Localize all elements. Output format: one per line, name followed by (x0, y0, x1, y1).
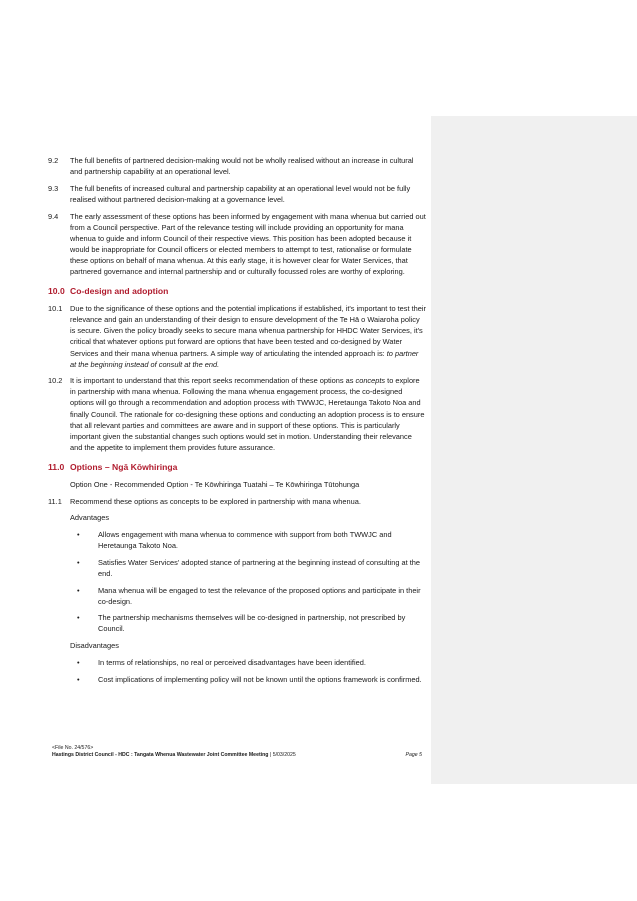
disadvantages-label: Disadvantages (70, 641, 119, 651)
paragraph-text: It is important to understand that this report seeks recommendation of these options as (70, 376, 356, 386)
paragraph-number: 9.2 (48, 156, 59, 165)
footer-separator: | (268, 752, 273, 758)
meeting-title: Hastings District Council - HDC : Tangata Whenua Wastewater Joint Committee Meeting (52, 752, 269, 758)
paragraph-10-2 (48, 375, 426, 453)
paragraph-10-1 (48, 303, 426, 370)
paragraph-text: The early assessment of these options has been informed by engagement with mana whenua but carried out from a Council perspective. Part of the relevance testing will include providing an opportunity for mana whenua to guide and inform Council of their respective views. This position has been adopted because it would be inappropriate for Council officers or elected members to attempt to test, rationalise or formulate these options on behalf of mana whenua. At this early stage, it is however clear for Water Services, that partnered governance and internal partnership and or culturally focussed roles are worthy of exploring. (70, 211, 426, 277)
paragraph-italic-text: concepts (355, 376, 386, 386)
list-item: • The partnership mechanisms themselves will be co-designed in partnership, not prescribed by Council. (98, 612, 426, 634)
paragraph-number: 10.1 (48, 304, 63, 314)
paragraph-9-3 (48, 183, 426, 205)
disadvantages-list (48, 657, 426, 685)
document-page (48, 155, 426, 690)
paragraph-number: 9.4 (48, 211, 59, 221)
paragraph-text: Due to the significance of these options and the potential implications if established, it's important to test their relevance and gain an understanding of their design to ensure development of the Te Hā o Waiaroha policy is secure. Given the policy broadly seeks to secure mana whenua partnership for HHDC Water Services, it's critical that whatever options put forward are options that have been tested and co-designed by Water Services and their mana whenua partners. A simple way of articulating the intended approach is: (70, 304, 426, 358)
paragraph-number: 10.2 (48, 376, 63, 386)
list-item: • Cost implications of implementing policy will not be known until the options framework is confirmed. (98, 674, 426, 685)
heading-number: 11.0 (48, 461, 65, 472)
heading-title: Co-design and adoption (70, 286, 169, 297)
list-item: • Mana whenua will be engaged to test the relevance of the proposed options and participate in their co-design. (98, 585, 426, 607)
paragraph-text: The full benefits of partnered decision-making would not be wholly realised without an increase in cultural and partnership capability at an operational level. (70, 156, 414, 177)
list-item: • Allows engagement with mana whenua to commence with support from both TWWJC and Heretaunga Takoto Noa. (98, 529, 426, 551)
paragraph-text: The full benefits of increased cultural and partnership capability at an operational level would not be fully realised without partnered decision-making at a governance level. (70, 183, 411, 204)
advantages-label: Advantages (70, 513, 110, 523)
heading-number: 10.0 (48, 286, 65, 297)
heading-title: Options – Ngā Kōwhiringa (70, 461, 178, 472)
paragraph-9-2 (48, 155, 426, 177)
file-number: <File No. 24/576> (52, 745, 94, 751)
page-number: Page 5 (405, 752, 422, 758)
comment-pane (431, 116, 637, 784)
paragraph-number: 9.3 (48, 183, 59, 193)
paragraph-text: to explore in partnership with mana whenua. Following the mana whenua engagement process, the co-designed options will go through a recommendation and adoption process with TWWJC, Heretaunga Takoto Noa and finally Council. The rationale for co-designing these options and conducting an adoption process is to ensure that all relevant parties and committees are aware and in support of these options. This is particularly important given the substantial changes such options would set in motion. Understanding their relevance and the appetite to implement them provides future assurance. (70, 376, 425, 452)
meeting-date: 5/03/2025 (272, 752, 296, 758)
advantages-list (48, 529, 426, 635)
paragraph-number: 11.1 (48, 496, 62, 506)
page-footer (52, 745, 422, 759)
section-heading-10 (48, 285, 426, 297)
paragraph-text: Recommend these options as concepts to be explored in partnership with mana whenua. (70, 496, 361, 506)
paragraph-9-4 (48, 211, 426, 278)
option-label: Option One - Recommended Option - Te Kōwhiringa Tuatahi – Te Kōwhiringa Tūtohunga (70, 479, 360, 489)
list-item: • Satisfies Water Services' adopted stance of partnering at the beginning instead of consulting at the end. (98, 557, 426, 579)
paragraph-italic-text: to partner at the beginning instead of consult at the end. (70, 348, 419, 369)
list-item: • In terms of relationships, no real or perceived disadvantages have been identified. (98, 657, 426, 668)
paragraph-11-1 (48, 496, 426, 507)
section-heading-11 (48, 461, 426, 473)
